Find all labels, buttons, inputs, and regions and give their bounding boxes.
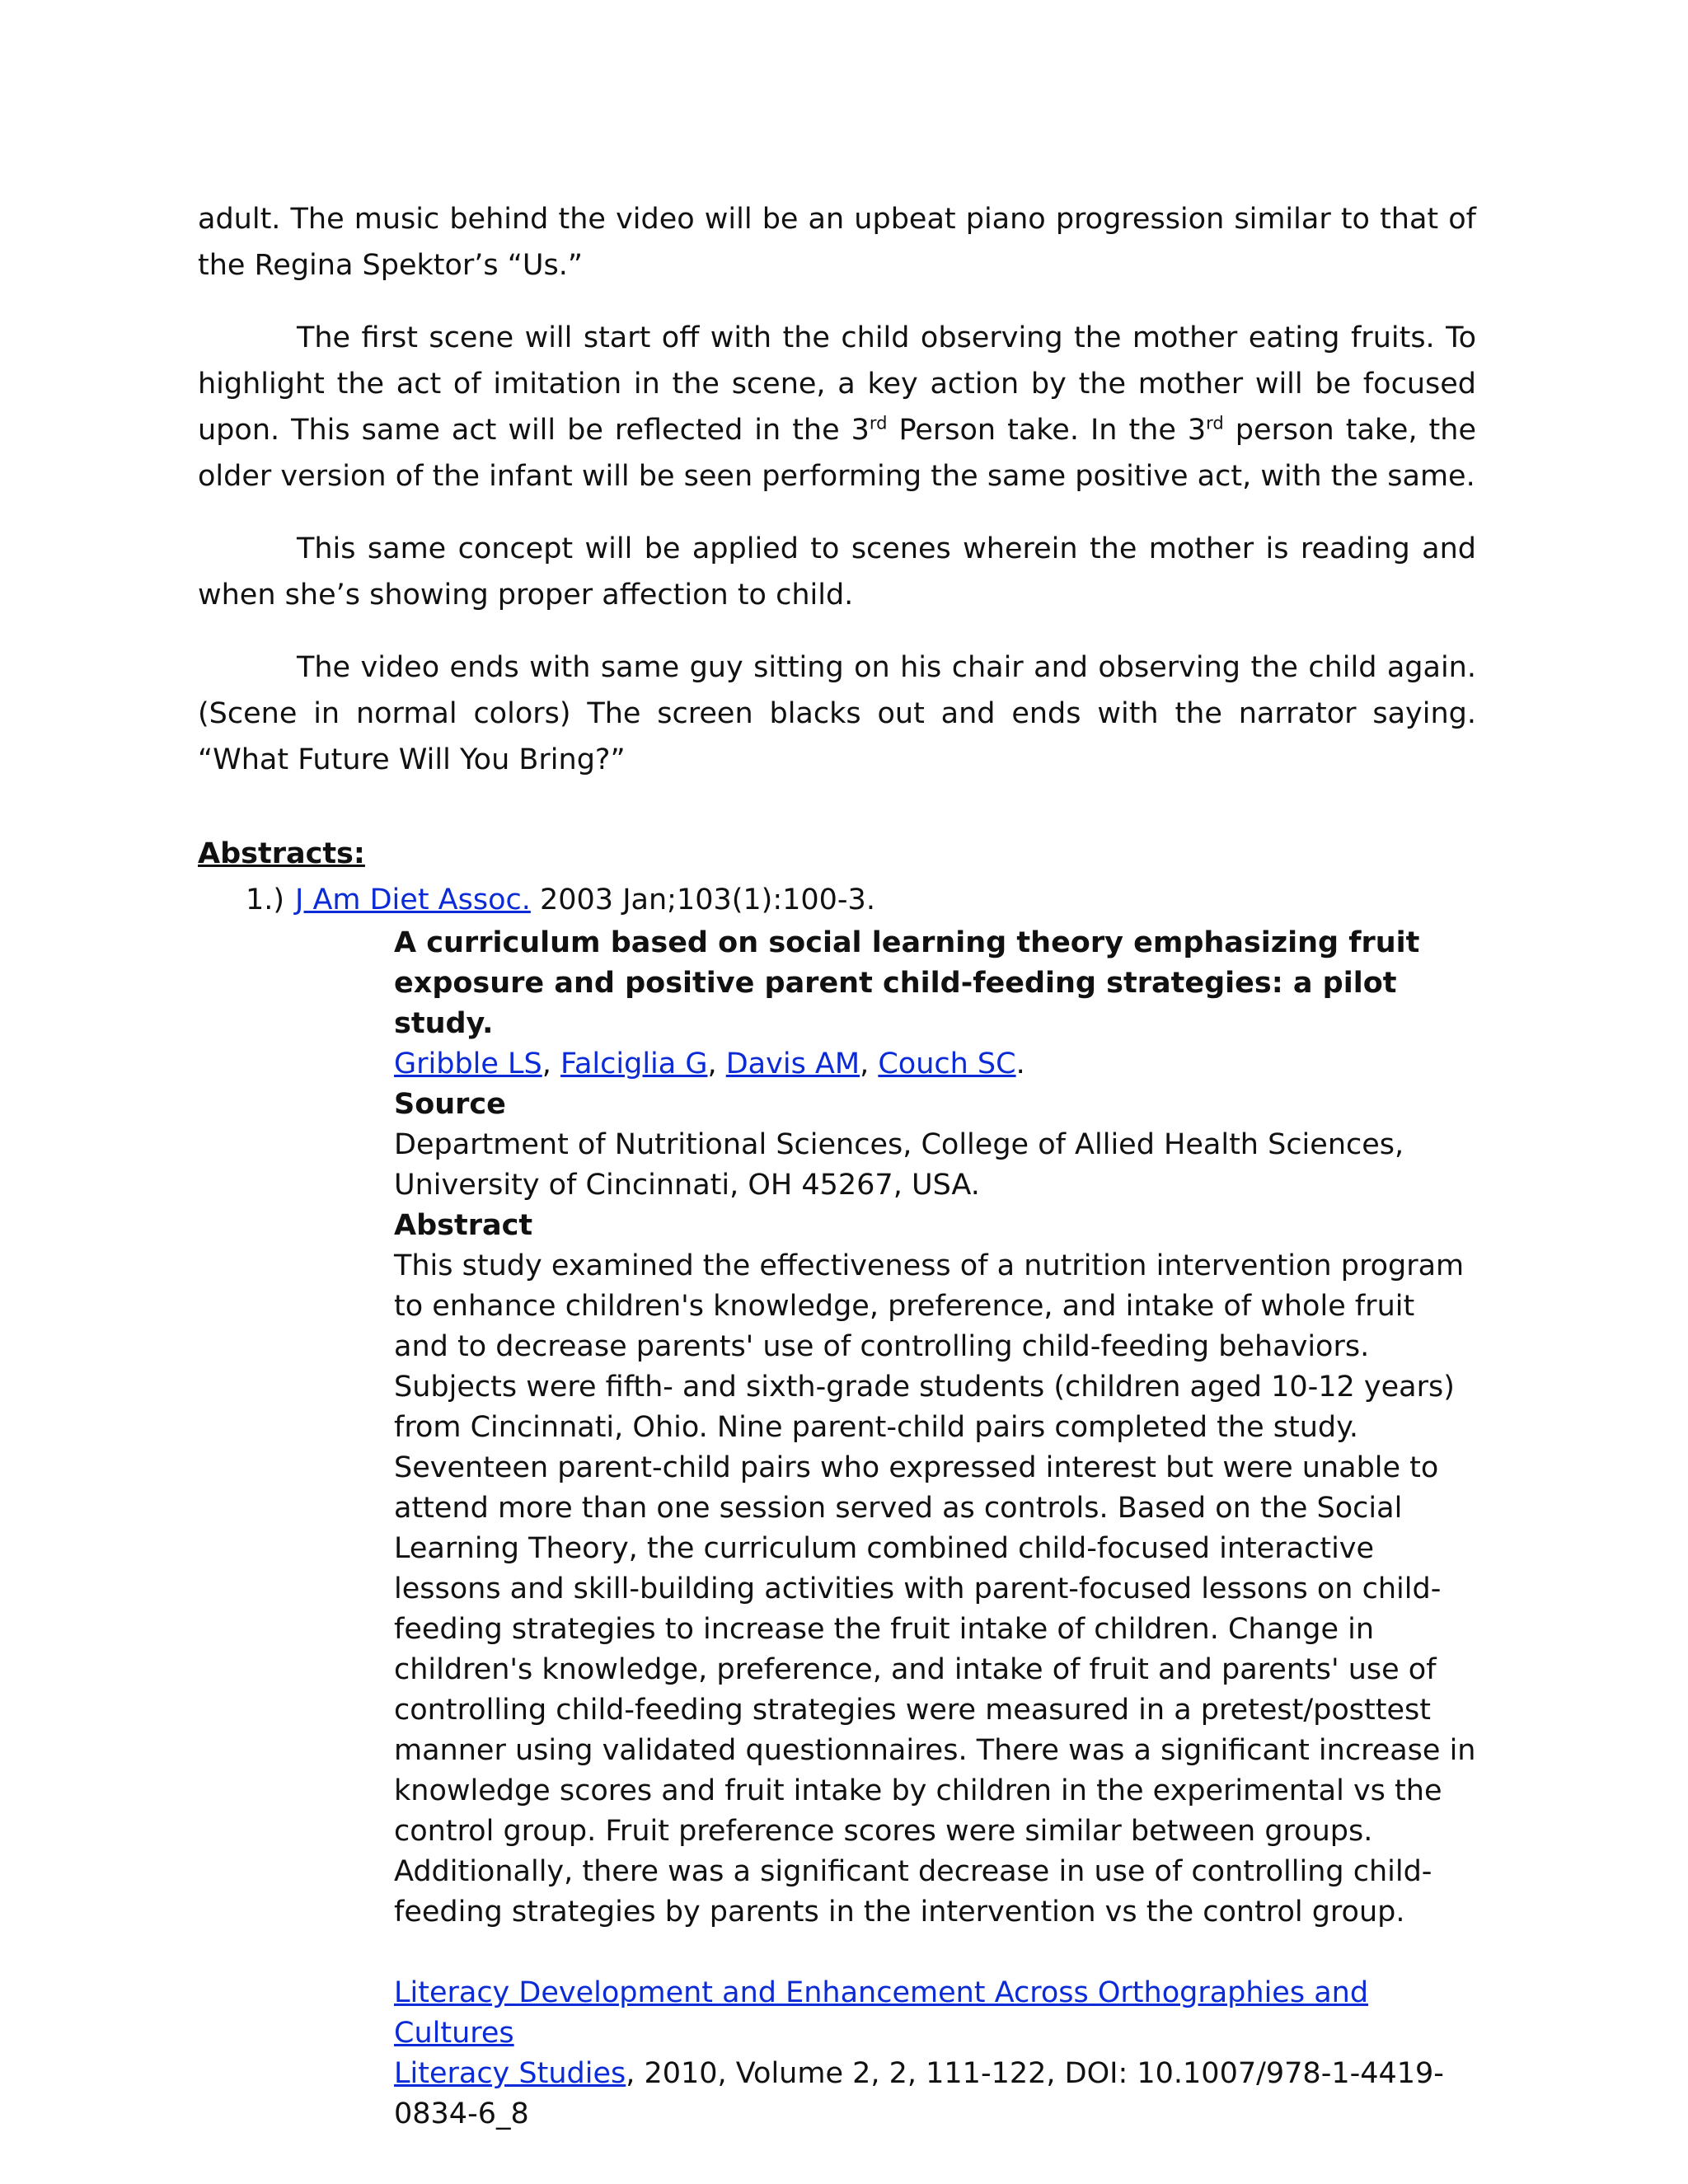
article-title: A curriculum based on social learning theory emphasizing fruit exposure and positive parent child-feeding strategies: a pilot study. [394, 926, 1420, 1040]
abstract-label: Abstract [394, 1209, 533, 1242]
superscript-rd-2: rd [1206, 413, 1224, 434]
article-2-title-link[interactable]: Literacy Development and Enhancement Across Orthographies and Cultures [394, 1976, 1369, 2050]
article-2-title-line [394, 1973, 1476, 2054]
abstract-text: This study examined the effectiveness of a nutrition intervention program to enhance children's knowledge, preference, and intake of whole fruit and to decrease parents' use of controlling child-feeding behaviors. Subjects were fifth- and sixth-grade students (children aged 10-12 years) from Cincinnati, Ohio. Nine parent-child pairs completed the study. Seventeen parent-child pairs who expressed interest but were unable to attend more than one session served as controls. Based on the Social Learning Theory, the curriculum combined child-focused interactive lessons and skill-building activities with parent-focused lessons on child-feeding strategies to increase the fruit intake of children. Change in children's knowledge, preference, and intake of fruit and parents' use of controlling child-feeding strategies were measured in a pretest/posttest manner using validated questionnaires. There was a significant increase in knowledge scores and fruit intake by children in the experimental vs the control group. Fruit preference scores were similar between groups. Additionally, there was a significant decrease in use of controlling child-feeding strategies by parents in the intervention vs the control group. [394, 1249, 1476, 1929]
paragraph-same-concept: This same concept will be applied to scenes wherein the mother is reading and when she’s showing proper affection to child. [198, 532, 1476, 612]
paragraph-first-scene-part-c: person take, the older version of the infant will be seen performing the same positive act, with the same. [198, 414, 1476, 493]
superscript-rd-1: rd [869, 413, 888, 434]
article-2-citation-line [394, 2054, 1476, 2135]
author-separator: , [860, 1047, 879, 1080]
source-label: Source [394, 1088, 506, 1121]
author-link-falciglia[interactable]: Falciglia G [560, 1047, 708, 1080]
article-2-citation: , 2010, Volume 2, 2, 111-122, DOI: 10.1007/978-1-4419-0834-6_8 [394, 2057, 1444, 2130]
list-number: 1.) [246, 883, 285, 916]
author-list-end: . [1015, 1047, 1025, 1080]
paragraph-first-scene-part-a: The first scene will start off with the child observing the mother eating fruits. To highlight the act of imitation in the scene, a key action by the mother will be focused upon. This same act will be reflected in the 3 [198, 321, 1476, 447]
paragraph-first-scene [198, 315, 1476, 499]
spacer [394, 1933, 1476, 1973]
citation-detail: 2003 Jan;103(1):100-3. [530, 883, 875, 916]
abstract-entry-1 [394, 923, 1476, 2135]
source-text: Department of Nutritional Sciences, College of Allied Health Sciences, University of Cincinnati, OH 45267, USA. [394, 1128, 1404, 1202]
abstract-list-item-1 [246, 877, 1476, 923]
author-separator: , [707, 1047, 726, 1080]
author-list [394, 1044, 1476, 1085]
paragraph-video-ends: The video ends with same guy sitting on his chair and observing the child again. (Scene in normal colors) The screen blacks out and ends with the narrator saying. “What Future Will You Bring?” [198, 651, 1476, 776]
series-link[interactable]: Literacy Studies [394, 2057, 626, 2090]
abstracts-heading: Abstracts: [198, 837, 365, 870]
author-link-davis[interactable]: Davis AM [725, 1047, 860, 1080]
author-link-gribble[interactable]: Gribble LS [394, 1047, 542, 1080]
journal-link[interactable]: J Am Diet Assoc. [295, 883, 531, 916]
paragraph-first-scene-part-b: Person take. In the 3 [887, 414, 1207, 447]
paragraph-intro: adult. The music behind the video will be an upbeat piano progression similar to that of the Regina Spektor’s “Us.” [198, 203, 1476, 282]
citation-line [295, 877, 875, 923]
author-separator: , [542, 1047, 561, 1080]
author-link-couch[interactable]: Couch SC [878, 1047, 1016, 1080]
